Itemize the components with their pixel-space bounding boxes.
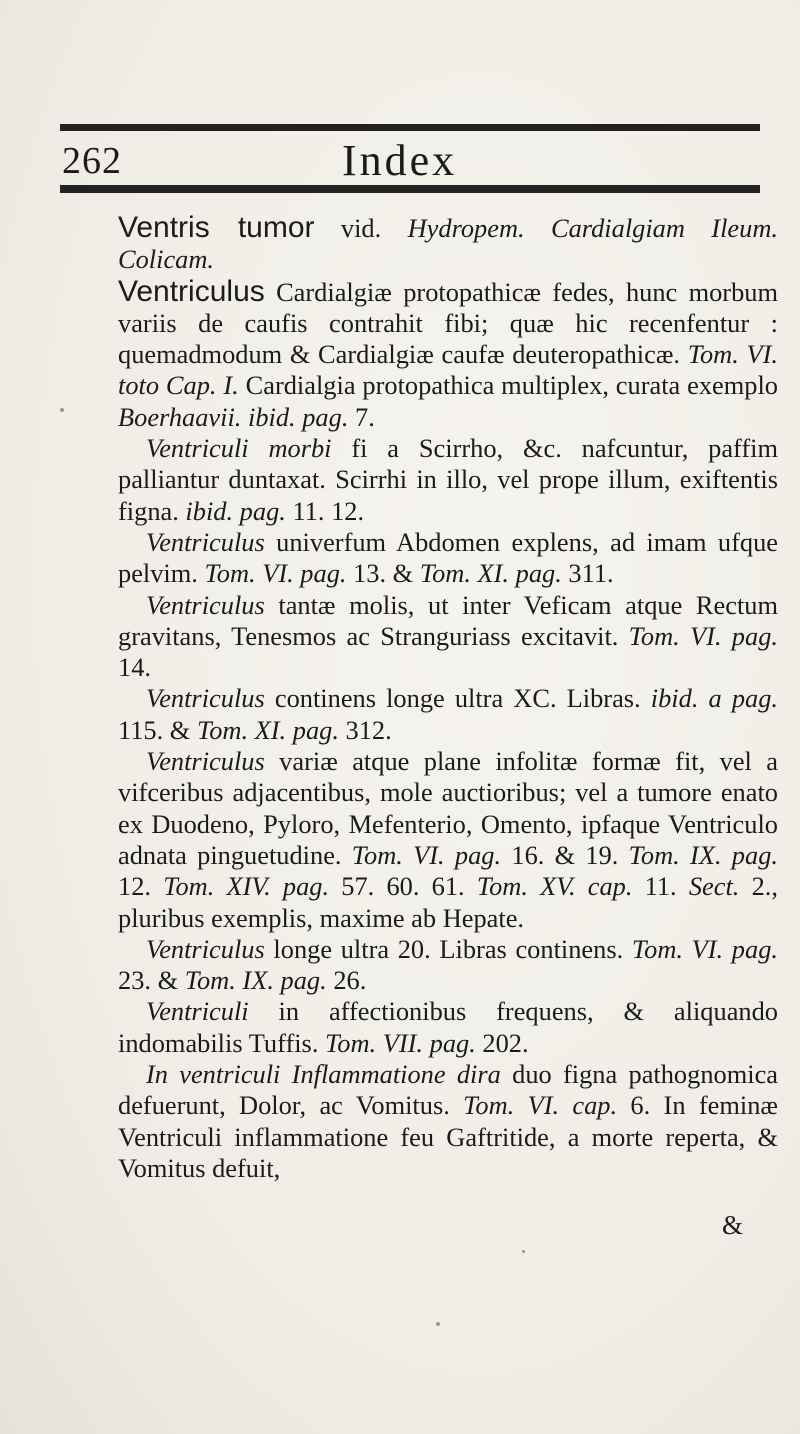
index-body xyxy=(118,212,778,1184)
index-entry xyxy=(118,212,778,276)
entry-text: 26. xyxy=(326,965,367,996)
entry-reference: Tom. IX. pag. xyxy=(628,839,778,870)
index-subentry xyxy=(118,590,778,684)
entry-reference: Tom. XIV. pag. xyxy=(163,871,330,902)
header-rule-top xyxy=(60,124,760,131)
entry-reference: Tom. XI. pag. xyxy=(419,558,562,589)
entry-reference: Tom. VI. toto Cap. I. xyxy=(118,339,778,401)
entry-reference: Hydropem. Cardialgiam Ileum. Colicam. xyxy=(118,213,778,275)
catchword: & xyxy=(722,1210,744,1240)
index-entry xyxy=(118,276,778,433)
entry-reference: Sect. xyxy=(688,871,740,902)
entry-text: continens longe ultra XC. Libras. xyxy=(264,683,651,714)
header-rule-bottom xyxy=(60,185,760,193)
entry-text: Cardialgia protopathica multiplex, curata exemplo xyxy=(238,370,778,401)
entry-text: 14. xyxy=(118,652,151,683)
entry-text: 6. In feminæ Ventriculi inflammatione feu Gaftritide, a morte reperta, & Vomitus defuit, xyxy=(118,1090,778,1183)
entry-text: 11. xyxy=(632,871,689,902)
index-subentry xyxy=(118,934,778,997)
entry-text: 13. & xyxy=(346,558,420,589)
entry-reference: Tom. VI. pag. xyxy=(204,558,347,589)
index-subentry xyxy=(118,1059,778,1184)
index-subentry xyxy=(118,996,778,1059)
entry-reference: ibid. pag. xyxy=(185,495,286,526)
entry-text: tantæ molis, ut inter Veficam atque Rectum gravitans, Tenesmos ac Stranguriass excitavit. xyxy=(118,589,778,651)
entry-text: univerfum Abdomen explens, ad imam ufque pelvim. xyxy=(118,526,778,589)
entry-reference: Tom. IX. pag. xyxy=(184,965,327,996)
entry-reference: Tom. VI. pag. xyxy=(351,839,502,870)
index-subentry xyxy=(118,433,778,527)
subentry-lead: Ventriculus xyxy=(146,526,265,557)
entry-text: 16. & 19. xyxy=(501,839,629,870)
subentry-lead: Ventriculus xyxy=(146,933,265,964)
paper-speck xyxy=(436,1322,440,1326)
index-subentry xyxy=(118,527,778,590)
entry-reference: Tom. XI. pag. xyxy=(196,714,339,745)
entry-text: 202. xyxy=(475,1027,529,1058)
page-number: 262 xyxy=(62,140,122,182)
index-subentry xyxy=(118,746,778,934)
entry-reference: Tom. VI. cap. xyxy=(463,1090,618,1121)
entry-text: fi a Scirrho, &c. nafcuntur, paffim palliantur duntaxat. Scirrhi in illo, vel prope illum, exiftentis figna. xyxy=(118,433,778,526)
entry-text: 12. xyxy=(118,871,164,902)
page-header xyxy=(60,133,760,185)
entry-headword: Ventris tumor xyxy=(118,211,315,244)
entry-text: 23. & xyxy=(118,965,185,996)
index-subentry xyxy=(118,683,778,746)
entry-reference: ibid. a pag. xyxy=(650,683,778,714)
entry-text: 2., pluribus exemplis, maxime ab Hepate. xyxy=(118,871,778,933)
entry-text: 311. xyxy=(561,558,614,589)
entry-headword: Ventriculus xyxy=(118,274,265,308)
entry-text: 57. 60. 61. xyxy=(329,871,477,902)
entry-text: 312. xyxy=(338,714,392,745)
entry-text: in affectionibus frequens, & aliquando indomabilis Tuffis. xyxy=(118,996,778,1058)
entry-text: variæ atque plane infolitæ formæ fit, vel a vifceribus adjacentibus, mole auctioribus; vel a tumore enato ex Duodeno, Pyloro, Mefenterio, Omento, ipfaque Ventriculo adnata pinguetudine. xyxy=(118,746,778,870)
entry-text: longe ultra 20. Libras continens. xyxy=(264,933,632,964)
running-head: Index xyxy=(342,136,458,185)
subentry-lead: Ventriculus xyxy=(146,589,265,620)
entry-text: duo figna pathognomica defuerunt, Dolor, ac Vomitus. xyxy=(118,1059,778,1121)
subentry-lead: In ventriculi Inflammatione dira xyxy=(146,1059,501,1090)
entry-text: 11. 12. xyxy=(285,495,365,526)
entry-reference: Tom. XV. cap. xyxy=(476,871,633,902)
paper-speck xyxy=(522,1250,525,1253)
subentry-lead: Ventriculi xyxy=(146,996,249,1027)
entry-reference: Tom. VI. pag. xyxy=(631,933,778,964)
subentry-lead: Ventriculi morbi xyxy=(146,433,332,464)
entry-reference: Tom. VI. pag. xyxy=(628,620,778,651)
entry-text: 7. xyxy=(348,401,375,432)
subentry-lead: Ventriculus xyxy=(146,746,265,777)
paper-speck xyxy=(60,408,64,412)
entry-text: Cardialgiæ protopathicæ fedes, hunc morbum variis de caufis contrahit fibi; quæ hic recenfentur : quemadmodum & Cardialgiæ caufæ deuteropathicæ. xyxy=(118,276,778,370)
subentry-lead: Ventriculus xyxy=(146,683,265,714)
entry-reference: Tom. VII. pag. xyxy=(325,1027,476,1058)
entry-text: 115. & xyxy=(118,714,197,745)
entry-text: vid. xyxy=(314,213,408,243)
entry-reference: Boerhaavii. ibid. pag. xyxy=(118,401,349,432)
